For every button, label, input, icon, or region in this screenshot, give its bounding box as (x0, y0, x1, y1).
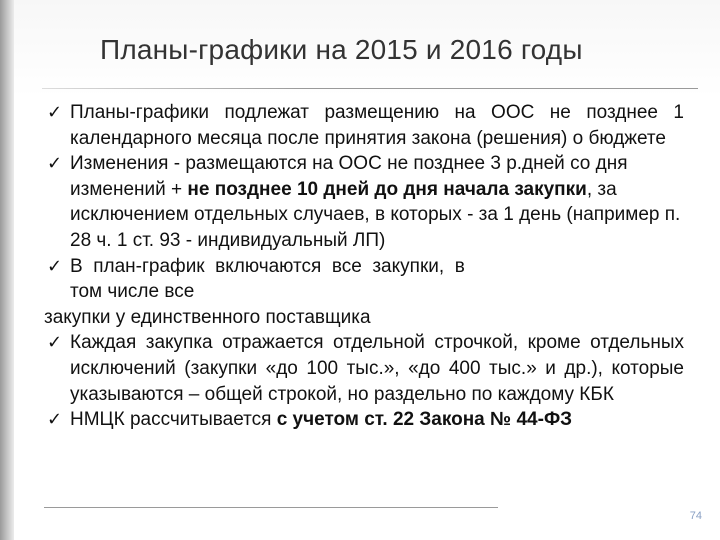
slide-title: Планы-графики на 2015 и 2016 годы (100, 34, 583, 65)
bullet-text-line-3: закупки у единственного поставщика (44, 306, 371, 328)
checkmark-icon: ✓ (47, 153, 63, 174)
checkmark-icon: ✓ (47, 255, 63, 276)
bullet-item-nmck (44, 407, 684, 433)
bullet-text: Каждая закупка отражается отдельной строчкой, кроме отдельных исключений (закупки «до 100 тыс.», «до 400 тыс.» и др.), которые указываются – общей строкой, но раздельно по каждому КБК (70, 332, 684, 405)
bullet-item-each-purchase (44, 330, 684, 407)
bullet-bold-text: с учетом ст. 22 Закона № 44-ФЗ (276, 409, 573, 431)
slide-content (44, 100, 684, 433)
checkmark-icon: ✓ (47, 332, 63, 353)
bullet-text: Планы-графики подлежат размещению на ООС не позднее 1 календарного месяца после принятия закона (решения) о бюджете (70, 102, 684, 149)
footer-divider (44, 507, 498, 508)
title-divider (42, 88, 698, 89)
bullet-item-changes (44, 151, 684, 253)
checkmark-icon: ✓ (47, 409, 63, 430)
bullet-text-line-1: В план-график включаются все закупки, в (70, 255, 465, 277)
left-decorative-bar (0, 0, 14, 540)
checkmark-icon: ✓ (47, 102, 63, 122)
page-number: 74 (689, 510, 702, 522)
bullet-item-publication-deadline (44, 100, 684, 151)
bullet-text: Изменения - размещаются на ООС не позднее 3 р.дней со дня изменений + (70, 153, 628, 200)
bullet-text: НМЦК рассчитывается (70, 409, 277, 431)
bullet-item-included-purchases (44, 254, 684, 331)
bullet-text-line-2: том числе все (70, 281, 195, 303)
bullet-bold-text: не позднее 10 дней до дня начала закупки (187, 178, 587, 200)
bullet-text-continued: , за исключением отдельных случаев, в которых - за 1 день (например п. 28 ч. 1 ст. 93 - индивидуальный ЛП) (70, 178, 681, 251)
